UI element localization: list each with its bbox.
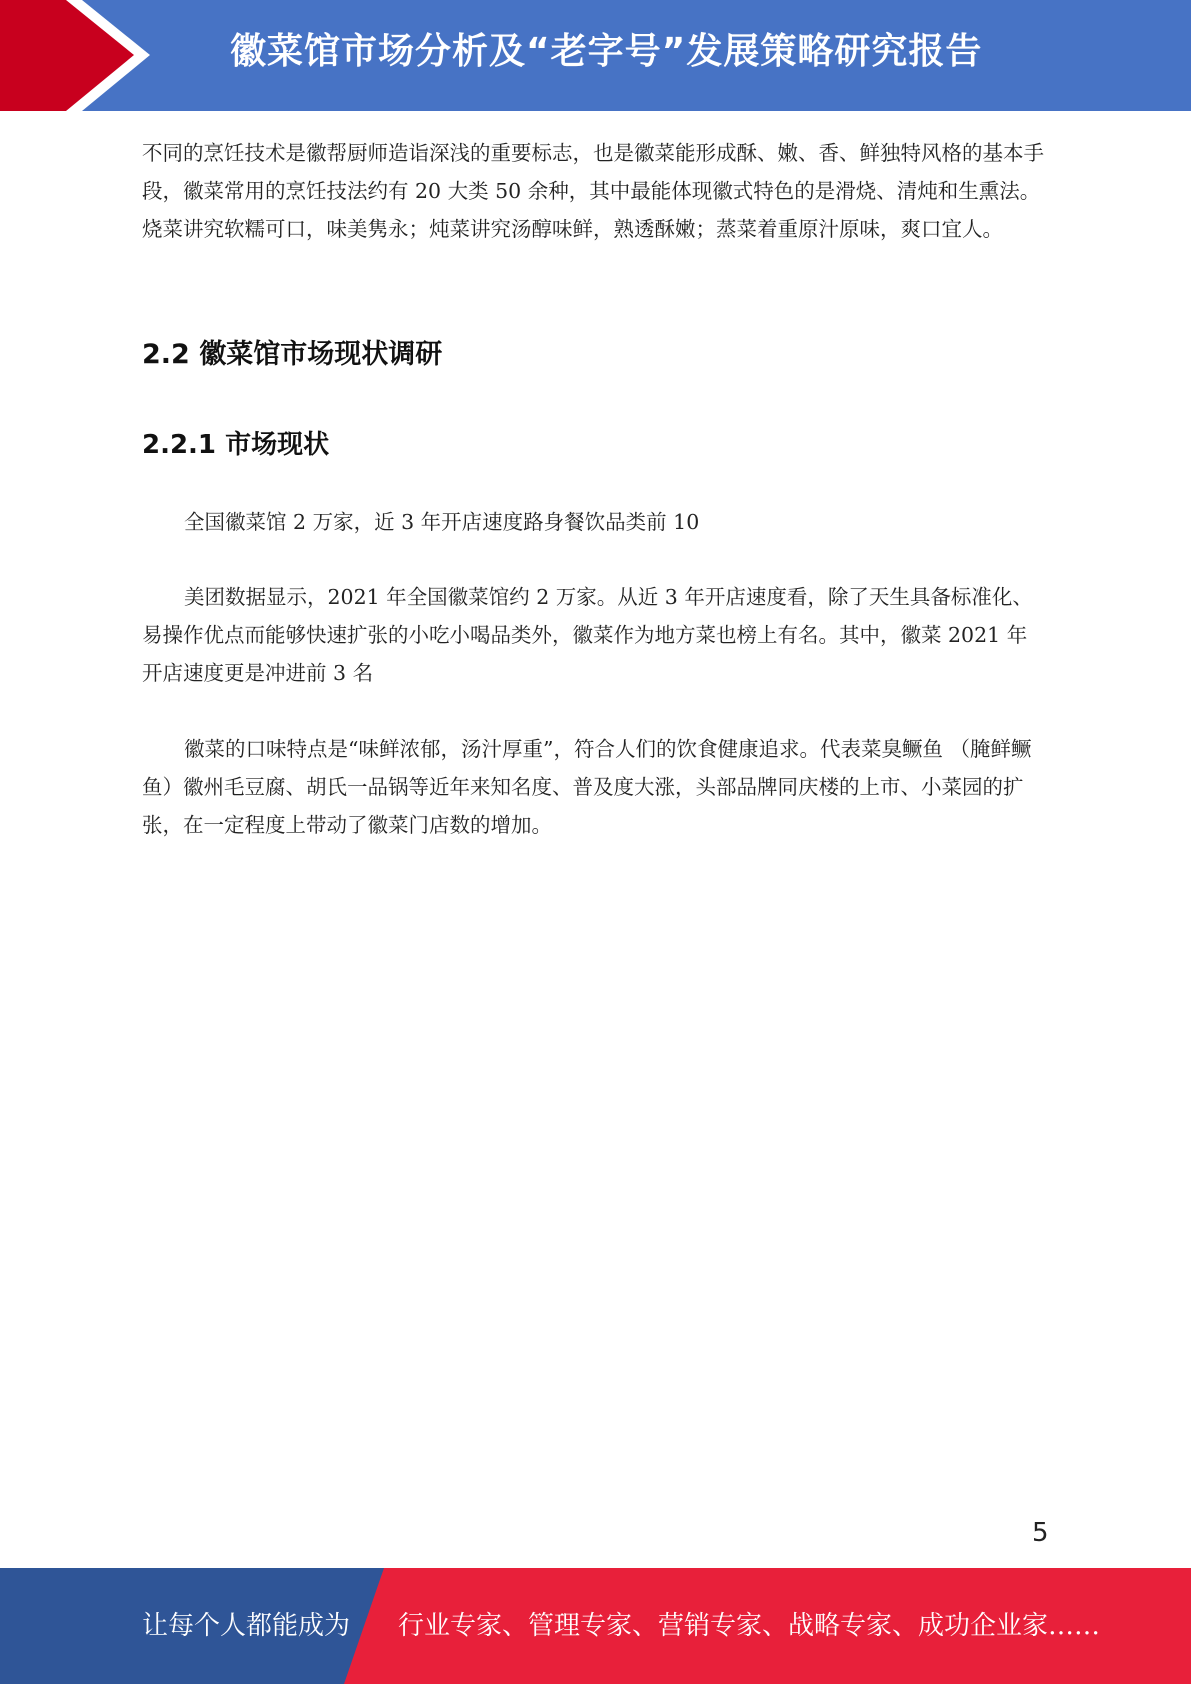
footer-expert-list: 行业专家、管理专家、营销专家、战略专家、成功企业家……: [398, 1611, 1101, 1641]
paragraph-meituan-data: 美团数据显示，2021 年全国徽菜馆约 2 万家。从近 3 年开店速度看，除了天生具备标准化、易操作优点而能够快速扩张的小吃小喝品类外，徽菜作为地方菜也榜上有名。其中，徽菜 2021 年开店速度更是冲进前 3 名: [142, 585, 1033, 685]
paragraph-taste-features: 徽菜的口味特点是“味鲜浓郁，汤汁厚重”，符合人们的饮食健康追求。代表菜臭鳜鱼 （腌鲜鳜鱼）徽州毛豆腐、胡氏一品锅等近年来知名度、普及度大涨，头部品牌同庆楼的上市、小菜园的扩张，在一定程度上带动了徽菜门店数的增加。: [142, 737, 1032, 837]
page-number: 5: [1032, 1518, 1049, 1548]
subsection-heading: 2.2.1 市场现状: [142, 430, 330, 460]
section-heading: 2.2 徽菜馆市场现状调研: [142, 339, 443, 370]
page-footer: [0, 1568, 1191, 1684]
intro-paragraph: 不同的烹饪技术是徽帮厨师造诣深浅的重要标志，也是徽菜能形成酥、嫩、香、鲜独特风格的基本手段，徽菜常用的烹饪技法约有 20 大类 50 余种，其中最能体现徽式特色的是滑烧、清炖和生熏法。烧菜讲究软糯可口，味美隽永；炖菜讲究汤醇味鲜，熟透酥嫩；蒸菜着重原汁原味，爽口宜人。: [142, 141, 1044, 241]
header-chevron-logo: [0, 0, 160, 111]
report-title: 徽菜馆市场分析及“老字号”发展策略研究报告: [230, 31, 983, 72]
paragraph-summary: 全国徽菜馆 2 万家，近 3 年开店速度路身餐饮品类前 10: [184, 510, 700, 534]
footer-slogan: 让每个人都能成为: [142, 1611, 351, 1641]
page-header: [0, 0, 1191, 111]
chevron-red-shape: [0, 0, 134, 111]
